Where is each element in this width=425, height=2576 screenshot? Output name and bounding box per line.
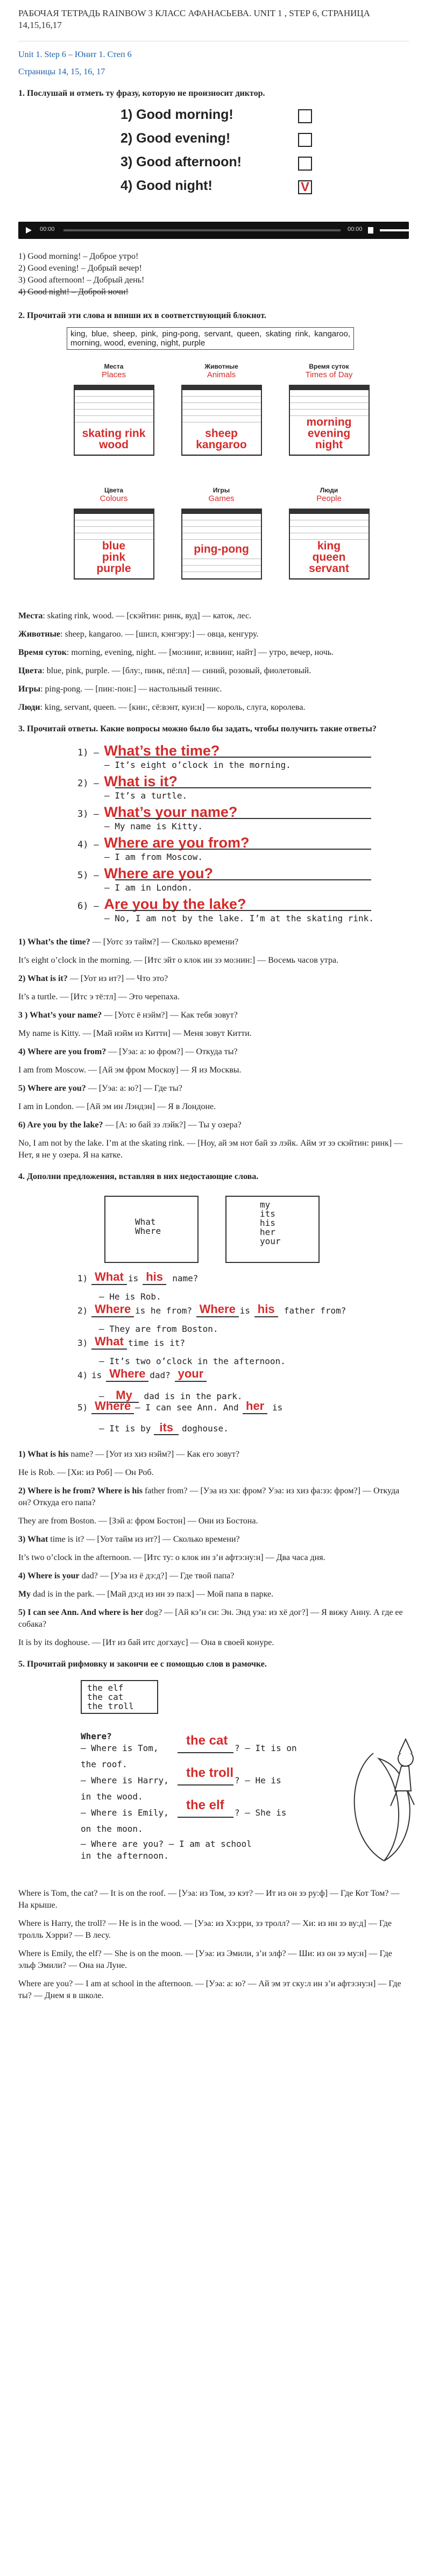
task4-image: [77, 1270, 379, 1435]
answer-label: Животные: [18, 630, 61, 639]
answer-label: 3 ) What’s your name?: [18, 1011, 102, 1020]
answer-text: father from? — [Уэа из хи: фром? Уэа: из хиз фа:зэ: фром?] — Откуда он? Откуда его папа?: [18, 1486, 400, 1507]
answer-line: [18, 991, 409, 1003]
filled-word: What: [91, 1270, 127, 1285]
notebook-title-ru: Время суток: [309, 363, 349, 370]
poem-text: ? — It is on: [235, 1743, 297, 1753]
task4-heading: 4. Дополни предложения, вставляя в них недостающие слова.: [18, 1172, 259, 1181]
answer-text: name? — [Уот из хиз нэйм?] — Как его зовут?: [68, 1450, 240, 1459]
question-row: [77, 896, 379, 912]
notebook: [180, 363, 263, 456]
answer-row: — I am from Moscow.: [104, 852, 203, 862]
answer-line: [18, 1918, 409, 1942]
fill-question-row: [77, 1302, 379, 1324]
answer-row: — My name is Kitty.: [104, 821, 203, 831]
checkbox[interactable]: [298, 109, 312, 123]
page-title: РАБОЧАЯ ТЕТРАДЬ RAINBOW 3 КЛАСС АФАНАСЬЕВА. UNIT 1 , STEP 6, СТРАНИЦА 14,15,16,17: [18, 8, 370, 30]
row-number: 1): [77, 747, 89, 758]
current-time: 00:00: [40, 226, 55, 232]
sentence-text: time is it?: [128, 1338, 185, 1348]
blank-line: [115, 910, 371, 911]
poem-text: — Where is Tom,: [81, 1743, 159, 1753]
filled-word: his: [143, 1270, 166, 1285]
answer-line: [18, 1534, 409, 1545]
notebook-pad: [289, 509, 370, 580]
box-word: its: [260, 1209, 275, 1219]
row-number: 3): [77, 1338, 88, 1348]
notebook-title-en: Colours: [100, 494, 128, 503]
poem: [81, 1731, 312, 1862]
answer-text: — [Уотс зэ тайм?] — Сколько времени?: [90, 937, 239, 947]
answer-text: dad? — [Уэа из ё дэ:д?] — Где твой папа?: [79, 1571, 235, 1580]
box-word: the troll: [87, 1701, 134, 1711]
play-icon[interactable]: [26, 227, 32, 234]
answer-line: [18, 702, 409, 714]
answer-line: [18, 1888, 409, 1911]
box-word: the cat: [87, 1692, 124, 1702]
answer-text: — [Уотс ё нэйм?] — Как тебя зовут?: [102, 1011, 238, 1020]
fill-question-row: [77, 1399, 379, 1421]
question-row: [77, 835, 379, 851]
poem-title: Where?: [81, 1731, 112, 1741]
notebook: [287, 486, 371, 580]
blank-line: [115, 849, 371, 850]
dash: —: [88, 839, 104, 850]
answer-text: : sheep, kangaroo. — [ши:п, кэнгэру:] — овца, кенгуру.: [60, 630, 259, 639]
answer-line: [18, 1064, 409, 1076]
row-number: 6): [77, 901, 89, 912]
translation-line: 3) Good afternoon! – Добрый день!: [18, 276, 145, 285]
notebook-title-ru: Люди: [320, 486, 338, 494]
answer-line: [18, 1570, 409, 1582]
row-number: 1): [77, 1273, 88, 1283]
answer-text: — He is Rob.: [99, 1291, 161, 1302]
answer-line: [18, 610, 409, 622]
answer-label: My: [18, 1590, 31, 1599]
answer-line: [18, 647, 409, 659]
answer-text: time is it? — [Уот тайм из ит?] — Сколько времени?: [48, 1535, 240, 1544]
answer-text: They are from Boston. — [Зэй а: фром Бостон] — Они из Бостона.: [18, 1516, 258, 1526]
filled-word: Where: [196, 1302, 239, 1317]
answer-text: It’s two o’clock in the afternoon. — [Итс ту: о клок ин з’и афтэ:ну:н] — Два часа дня.: [18, 1553, 325, 1562]
translation-line: 1) Good morning! – Доброе утро!: [18, 252, 139, 261]
notebook-pad: [74, 385, 154, 456]
answer-label: 6) Are you by the lake?: [18, 1120, 103, 1130]
sentence-text: is: [91, 1370, 102, 1380]
row-number: 2): [77, 778, 89, 789]
answer-label: 1) What’s the time?: [18, 937, 90, 947]
task2-lines: [18, 610, 409, 714]
task2-heading: 2. Прочитай эти слова и впиши их в соответствующий блокнот.: [18, 311, 266, 320]
box-word: the elf: [87, 1683, 124, 1693]
question-answer: What’s your name?: [104, 804, 238, 820]
task1-heading: 1. Послушай и отметь ту фразу, которую не произносит диктор.: [18, 89, 265, 98]
pages-heading: Страницы 14, 15, 16, 17: [18, 67, 105, 76]
answer-line: [18, 1083, 409, 1095]
row-number: 2): [77, 1305, 88, 1316]
answer-text: : king, servant, queen. — [кин:, сё:вэнт, куи:н] — король, слуга, королева.: [40, 703, 306, 712]
notebook-answer: blue pink purple: [75, 540, 153, 574]
notebook-title-ru: Места: [104, 363, 124, 370]
sentence-text: — I can see Ann. And: [135, 1402, 239, 1413]
fill-answer-row: [77, 1421, 379, 1435]
sentence-text: is: [272, 1402, 283, 1413]
answer-line: [18, 1485, 409, 1509]
task5-heading: 5. Прочитай рифмовку и закончи ее с помощью слов в рамочке.: [18, 1660, 267, 1669]
notebook-pad: [181, 509, 262, 580]
notebook-pad: [74, 509, 154, 580]
sentence-text: father from?: [284, 1305, 346, 1316]
notebook-pad: [289, 385, 370, 456]
notebook-answer: morning evening night: [290, 417, 369, 450]
answer-text: No, I am not by the lake. I’m at the skating rink. — [Ноу, ай эм нот бай зэ лэйк. Айм эт зэ скэйтин: ринк] — Нет, я не у озера. Я на катке.: [18, 1139, 403, 1160]
notebook-pad: [181, 385, 262, 456]
notebook-title-ru: Игры: [212, 486, 230, 494]
task1-image: [121, 107, 314, 207]
notebook-answer: ping-pong: [182, 544, 261, 555]
row-number: 5): [77, 870, 89, 881]
answer-text: Where is Harry, the troll? — He is in the wood. — [Уэа: из Хэ:рри, зэ тролл? — Хи: из ин зэ ву:д] — Где тролль Хэрри? — В лесу.: [18, 1919, 392, 1940]
answer-line: [18, 1101, 409, 1113]
blank-line: [178, 1777, 233, 1785]
poem-text: ? — He is: [235, 1775, 281, 1785]
notebook-title-en: Times of Day: [305, 370, 353, 379]
answer-line: [18, 665, 409, 677]
answer-label: Цвета: [18, 666, 42, 675]
fill-question-row: [77, 1367, 379, 1388]
answer-line: [18, 955, 409, 966]
answer-text: : morning, evening, night. — [мо:нинг, и:внинг, найт] — утро, вечер, ночь.: [66, 648, 334, 657]
answer-text: : blue, pink, purple. — [блу:, пинк, пё:пл] — синий, розовый, фиолетовый.: [42, 666, 311, 675]
answer-text: He is Rob. — [Хи: из Роб] — Он Роб.: [18, 1468, 154, 1477]
question-row: [77, 865, 379, 881]
translation-line-struck: 4) Good night! – Доброй ночи!: [18, 287, 129, 297]
answer-label: 2) What is it?: [18, 974, 68, 983]
answer-text: I am in London. — [Ай эм ин Лэндэн] — Я в Лондоне.: [18, 1102, 216, 1111]
answer-line: [18, 1978, 409, 2002]
answer-label: 3) What: [18, 1535, 48, 1544]
checkbox-checked[interactable]: V: [298, 180, 312, 194]
answer-label: 4) Where is your: [18, 1571, 80, 1580]
row-number: 3): [77, 809, 89, 820]
answer-line: [18, 1589, 409, 1600]
elf-on-moon-illustration: [341, 1737, 425, 1872]
answer-text: : skating rink, wood. — [скэйтин: ринк, вуд] — каток, лес.: [42, 611, 252, 620]
notebooks: [18, 357, 409, 610]
progress-bar[interactable]: [63, 229, 341, 231]
translation-line: 2) Good evening! – Добрый вечер!: [18, 264, 142, 273]
answer-label: 5) I can see Ann. And where is her: [18, 1608, 144, 1617]
blank-line: [178, 1745, 233, 1753]
answer-text: — [Уэа: а: ю фром?] — Откуда ты?: [106, 1047, 238, 1056]
answer-label: Места: [18, 611, 43, 620]
word-box-pronouns: [225, 1196, 320, 1263]
question-row: [77, 773, 379, 789]
answer-line: [18, 973, 409, 985]
task4-boxes: [18, 1190, 409, 1271]
sentence-text: is: [239, 1305, 250, 1316]
poem-line: [81, 1798, 312, 1823]
answer-line: [18, 1948, 409, 1972]
answer-label: Игры: [18, 684, 41, 694]
answer-line: [18, 1637, 409, 1649]
answer-text: — [А: ю бай зэ лэйк?] — Ты у озера?: [103, 1120, 242, 1130]
task3-lines: [18, 936, 409, 1161]
filled-word: Where: [91, 1399, 134, 1414]
task3-image: [77, 743, 379, 927]
poem-line: — Where are you? — I am at school: [81, 1839, 252, 1849]
notebook: [72, 363, 155, 456]
box-word: her: [260, 1227, 275, 1237]
answer-text: —: [99, 1391, 110, 1401]
sentence-text: dad?: [150, 1370, 171, 1380]
unit-heading: Unit 1. Step 6 – Юнит 1. Степ 6: [18, 50, 132, 59]
answer-text: My name is Kitty. — [Май нэйм из Китти] — Меня зовут Китти.: [18, 1029, 252, 1038]
poem-fill: the cat: [186, 1733, 228, 1748]
answer-line: [18, 1138, 409, 1161]
task5-lines: [18, 1888, 409, 2002]
notebook: [72, 486, 155, 580]
question-answer: What is it?: [104, 773, 178, 789]
filled-word: Where: [106, 1367, 148, 1382]
question-answer: What’s the time?: [104, 743, 220, 759]
answer-line: [18, 1010, 409, 1021]
answer-text: It’s eight o’clock in the morning. — [Итс эйт о клок ин зэ мо:нин:] — Восемь часов утра.: [18, 956, 339, 965]
filled-word: his: [254, 1302, 278, 1317]
sentence-text: is: [128, 1273, 139, 1283]
answer-label: 1) What is his: [18, 1450, 69, 1459]
phrase: 3) Good afternoon!: [121, 154, 242, 170]
notebook-title-en: Places: [101, 370, 126, 379]
answer-text: dad is in the park. — [Май дэ:д из ин зэ па:к] — Мой папа в парке.: [31, 1590, 274, 1599]
volume-icon[interactable]: [368, 227, 373, 234]
poem-line: [81, 1733, 312, 1759]
row-number: 4): [77, 1370, 88, 1380]
notebook: [287, 363, 371, 456]
answer-text: : ping-pong. — [пин:-пон:] — настольный теннис.: [40, 684, 222, 694]
answer-text: — It’s two o’clock in the afternoon.: [99, 1356, 286, 1366]
dash: —: [88, 778, 104, 788]
answer-row: — No, I am not by the lake. I’m at the skating rink.: [104, 913, 374, 923]
answer-row: — It’s eight o’clock in the morning.: [104, 760, 291, 770]
fill-question-row: [77, 1270, 379, 1291]
answer-label: 2) Where is he from? Where is his: [18, 1486, 143, 1495]
answer-label: Люди: [18, 703, 40, 712]
answer-line: [18, 1607, 409, 1631]
answer-line: [18, 936, 409, 948]
sentence-text: is he from?: [135, 1305, 192, 1316]
audio-player[interactable]: [18, 222, 409, 239]
task4-lines: [18, 1449, 409, 1649]
answer-text: It’s a turtle. — [Итс э тё:тл] — Это черепаха.: [18, 992, 180, 1001]
blank-line: [115, 787, 371, 788]
filled-word: My: [109, 1388, 139, 1403]
word-box-questions: [104, 1196, 199, 1263]
answer-line: [18, 1449, 409, 1460]
answer-text: — [Уэа: а: ю?] — Где ты?: [86, 1084, 182, 1093]
notebook-answer: sheep kangaroo: [182, 428, 261, 450]
answer-line: [18, 1028, 409, 1040]
answer-text: dad is in the park.: [138, 1391, 243, 1401]
poem-fill: the troll: [186, 1766, 233, 1780]
word-box-characters: [81, 1680, 158, 1714]
answer-line: [18, 1552, 409, 1564]
question-row: [77, 743, 379, 759]
question-answer: Are you by the lake?: [104, 896, 246, 912]
sentence-text: name?: [172, 1273, 199, 1283]
question-answer: Where are you?: [104, 865, 213, 881]
answer-text: Where are you? — I am at school in the afternoon. — [Уэа: а: ю? — Ай эм эт ску:л ин з’и афтэ:ну:н] — Где ты? — Днем я в школе.: [18, 1979, 401, 2000]
box-word: his: [260, 1218, 275, 1228]
dash: —: [88, 901, 104, 911]
box-word: your: [260, 1236, 281, 1246]
answer-label: 5) Where are you?: [18, 1084, 86, 1093]
word-box: king, blue, sheep, pink, ping-pong, servant, queen, skating rink, kangaroo, morning, wood, evening, night, purple: [67, 327, 354, 350]
total-time: 00:00: [348, 226, 363, 232]
row-number: 4): [77, 839, 89, 850]
answer-row: — I am in London.: [104, 883, 193, 893]
filled-word: its: [154, 1421, 179, 1435]
checkbox[interactable]: [298, 133, 312, 147]
notebook: [180, 486, 263, 580]
poem-text: — Where is Harry,: [81, 1775, 169, 1785]
answer-line: [18, 1515, 409, 1527]
notebook-title-ru: Животные: [204, 363, 238, 370]
poem-line: in the wood.: [81, 1791, 143, 1802]
phrase: 4) Good night!: [121, 178, 212, 193]
dash: —: [88, 809, 104, 819]
answer-text: — [Уот из ит?] — Что это?: [67, 974, 168, 983]
checkbox[interactable]: [298, 157, 312, 171]
phrase: 2) Good evening!: [121, 131, 231, 146]
volume-slider[interactable]: [380, 229, 410, 231]
task5-image: [18, 1678, 409, 1888]
row-number: 5): [77, 1402, 88, 1413]
box-word: Where: [135, 1226, 161, 1236]
notebook-title-ru: Цвета: [104, 486, 124, 494]
dash: —: [88, 870, 104, 880]
poem-line: [81, 1766, 312, 1791]
blank-line: [115, 757, 371, 758]
dash: —: [88, 747, 104, 758]
box-word: What: [135, 1217, 156, 1227]
answer-text: dog? — [Ай кэ’н си: Эн. Энд уэа: из хё дог?] — Я вижу Анну. А где ее собака?: [18, 1608, 403, 1629]
poem-text: ? — She is: [235, 1808, 287, 1818]
answer-text: — It is by: [99, 1423, 151, 1434]
poem-line: the roof.: [81, 1759, 128, 1769]
question-answer: Where are you from?: [104, 835, 250, 851]
filled-word: What: [91, 1335, 127, 1350]
answer-line: [18, 1046, 409, 1058]
blank-line: [115, 818, 371, 819]
blank-line: [115, 879, 371, 880]
notebook-answer: king queen servant: [290, 540, 369, 574]
answer-row: — It’s a turtle.: [104, 791, 188, 801]
answer-text: It is by its doghouse. — [Ит из бай итс догхаус] — Она в своей конуре.: [18, 1638, 274, 1647]
answer-text: Where is Emily, the elf? — She is on the moon. — [Уэа: из Эмили, з’и элф? — Ши: из он зэ му:н] — Где эльф Эмили? — Она на Луне.: [18, 1949, 392, 1970]
answer-label: 4) Where are you from?: [18, 1047, 107, 1056]
fill-question-row: [77, 1335, 379, 1356]
answer-line: [18, 683, 409, 695]
phrase: 1) Good morning!: [121, 107, 233, 122]
answer-text: Where is Tom, the cat? — It is on the roof. — [Уэа: из Том, зэ кэт? — Ит из он зэ ру:ф] — Где Кот Том? — На крыше.: [18, 1889, 400, 1910]
answer-line: [18, 1467, 409, 1479]
task3-heading: 3. Прочитай ответы. Какие вопросы можно было бы задать, чтобы получить такие ответы?: [18, 724, 377, 733]
blank-line: [178, 1809, 233, 1818]
answer-line: [18, 629, 409, 640]
answer-text: I am from Moscow. — [Ай эм фром Москоу] — Я из Москвы.: [18, 1065, 242, 1075]
filled-word: her: [243, 1399, 267, 1414]
notebook-answer: skating rink wood: [75, 428, 153, 450]
notebook-title-en: Games: [208, 494, 235, 503]
poem-line: in the afternoon.: [81, 1851, 169, 1861]
answer-text: — They are from Boston.: [99, 1324, 218, 1334]
answer-text: doghouse.: [182, 1423, 229, 1434]
notebook-title-en: Animals: [207, 370, 236, 379]
filled-word: Where: [91, 1302, 134, 1317]
question-row: [77, 804, 379, 820]
poem-line: on the moon.: [81, 1824, 143, 1834]
notebook-title-en: People: [316, 494, 342, 503]
poem-fill: the elf: [186, 1798, 224, 1812]
answer-line: [18, 1119, 409, 1131]
box-word: my: [260, 1199, 271, 1210]
answer-label: Время суток: [18, 648, 67, 657]
filled-word: your: [175, 1367, 207, 1382]
poem-text: — Where is Emily,: [81, 1808, 169, 1818]
